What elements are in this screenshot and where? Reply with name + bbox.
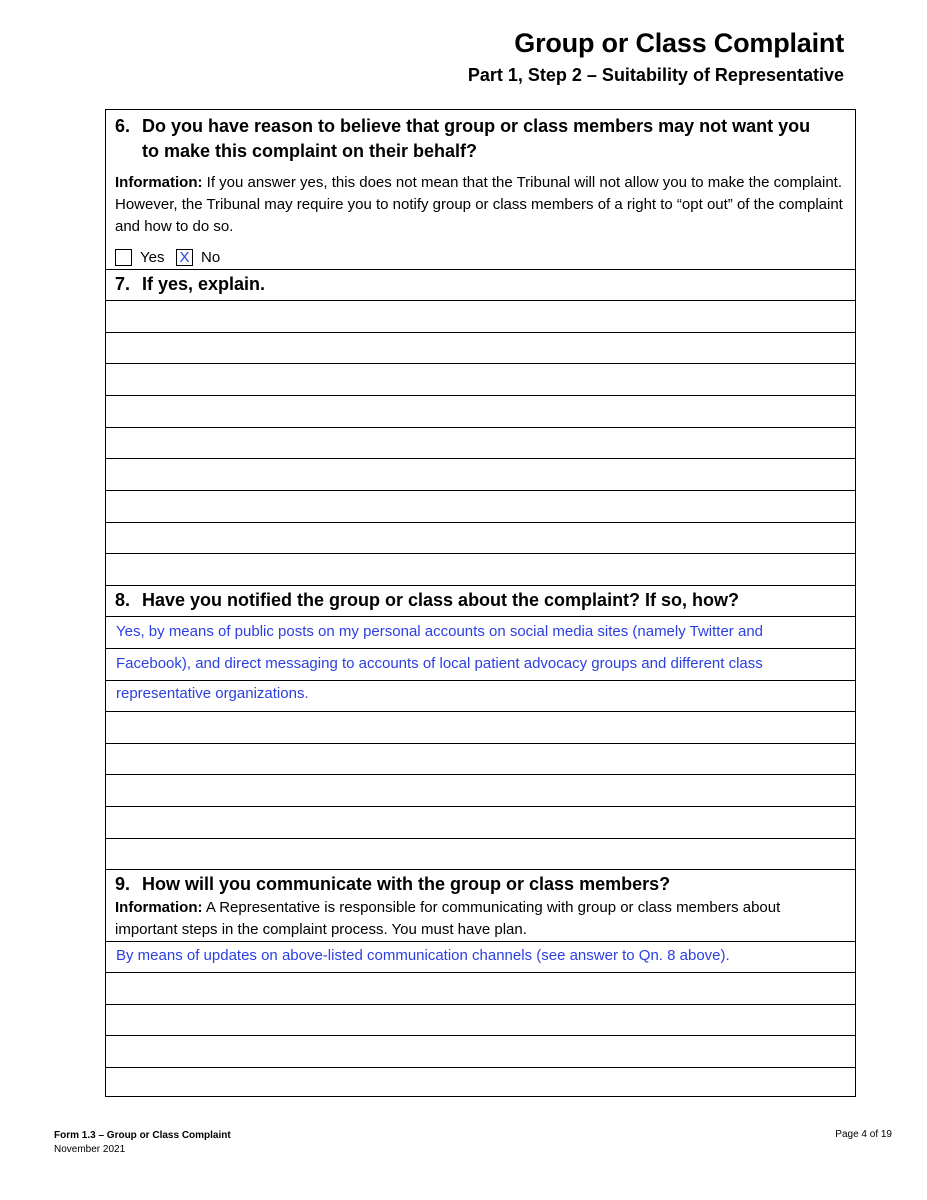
footer-date: November 2021 bbox=[54, 1144, 126, 1155]
question-9-number: 9. bbox=[115, 874, 131, 894]
yes-checkbox[interactable] bbox=[115, 249, 132, 266]
notify-line-2[interactable] bbox=[106, 648, 855, 680]
communicate-line-3[interactable] bbox=[106, 1004, 855, 1036]
notify-answer-line-3: representative organizations. bbox=[116, 685, 309, 702]
communicate-line-2[interactable] bbox=[106, 972, 855, 1004]
question-6-line2: to make this complaint on their behalf? bbox=[142, 141, 478, 161]
question-6-info-label: Information: bbox=[115, 174, 203, 191]
footer-form-name: Form 1.3 – Group or Class Complaint bbox=[54, 1130, 231, 1141]
notify-line-1[interactable] bbox=[106, 616, 855, 648]
notify-line-6[interactable] bbox=[106, 774, 855, 806]
notify-line-7[interactable] bbox=[106, 806, 855, 838]
explain-line-3[interactable] bbox=[106, 363, 855, 395]
notify-line-5[interactable] bbox=[106, 743, 855, 775]
question-6 bbox=[115, 114, 810, 164]
question-6-line1: Do you have reason to believe that group or class members may not want you bbox=[142, 116, 811, 136]
notify-answer-line-2: Facebook), and direct messaging to accounts of local patient advocacy groups and different class bbox=[116, 655, 763, 672]
question-7-text: If yes, explain. bbox=[142, 274, 266, 294]
notify-line-4[interactable] bbox=[106, 711, 855, 743]
explain-line-4[interactable] bbox=[106, 395, 855, 427]
explain-line-5[interactable] bbox=[106, 427, 855, 459]
explain-line-8[interactable] bbox=[106, 522, 855, 554]
question-6-information bbox=[115, 172, 843, 238]
no-checkbox[interactable]: X bbox=[176, 249, 193, 266]
form-subtitle: Part 1, Step 2 – Suitability of Representative bbox=[467, 65, 844, 85]
no-label: No bbox=[201, 249, 221, 266]
question-8-row bbox=[106, 585, 855, 617]
notify-line-3[interactable] bbox=[106, 680, 855, 712]
form-table bbox=[105, 109, 856, 1097]
question-9-info-text: A Representative is responsible for communicating with group or class members about important steps in the complaint process. You must have plan. bbox=[115, 899, 781, 938]
notify-line-8[interactable] bbox=[106, 838, 855, 870]
form-title: Group or Class Complaint bbox=[514, 28, 844, 58]
question-6-number: 6. bbox=[115, 116, 131, 136]
question-9-text: How will you communicate with the group or class members? bbox=[142, 874, 671, 894]
communicate-line-5[interactable] bbox=[106, 1067, 855, 1098]
question-8-number: 8. bbox=[115, 590, 131, 610]
explain-line-7[interactable] bbox=[106, 490, 855, 522]
explain-line-9[interactable] bbox=[106, 553, 855, 585]
question-9-information bbox=[115, 897, 843, 941]
question-9-row bbox=[106, 869, 855, 941]
yes-label: Yes bbox=[140, 249, 165, 266]
explain-line-6[interactable] bbox=[106, 458, 855, 490]
footer-form-info bbox=[54, 1129, 231, 1157]
explain-line-1[interactable] bbox=[106, 300, 855, 332]
question-6-info-text: If you answer yes, this does not mean that the Tribunal will not allow you to make the complaint. However, the Tribunal may require you to notify group or class members of a right to “opt out” of the complaint and how to do so. bbox=[115, 174, 843, 235]
question-7 bbox=[115, 272, 265, 297]
question-9 bbox=[115, 872, 670, 897]
question-8 bbox=[115, 588, 739, 613]
footer-page-number: Page 4 of 19 bbox=[835, 1129, 892, 1140]
question-7-row bbox=[106, 269, 855, 301]
question-8-text: Have you notified the group or class about the complaint? If so, how? bbox=[142, 590, 740, 610]
notify-answer-line-1: Yes, by means of public posts on my personal accounts on social media sites (namely Twitter and bbox=[116, 623, 763, 640]
question-9-info-label: Information: bbox=[115, 899, 203, 916]
communicate-line-4[interactable] bbox=[106, 1035, 855, 1067]
communicate-line-1[interactable] bbox=[106, 941, 855, 973]
communicate-answer-line-1: By means of updates on above-listed communication channels (see answer to Qn. 8 above). bbox=[116, 947, 730, 964]
question-7-number: 7. bbox=[115, 274, 131, 294]
explain-line-2[interactable] bbox=[106, 332, 855, 364]
